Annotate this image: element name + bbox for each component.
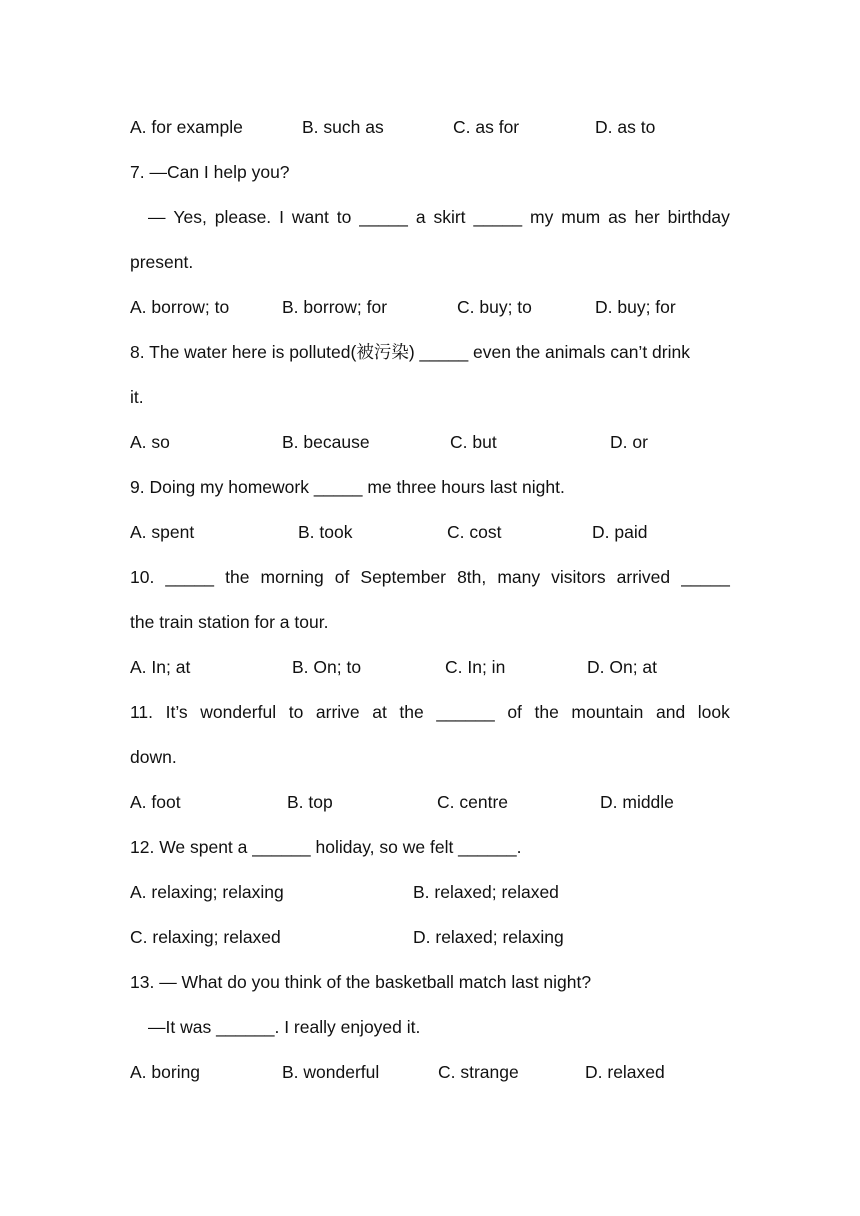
q7-stem: 7. —Can I help you?: [130, 162, 290, 182]
word: the: [225, 567, 250, 587]
q8-option-b: B. because: [282, 432, 370, 452]
word: as: [608, 207, 627, 227]
blank: _____: [359, 207, 408, 227]
q10-option-d: D. On; at: [587, 657, 658, 677]
word: 10.: [130, 567, 155, 587]
q7-option-d: D. buy; for: [595, 297, 676, 317]
word: mountain: [571, 702, 644, 722]
q13-reply: —It was ______. I really enjoyed it.: [148, 1017, 421, 1037]
word: birthday: [667, 207, 730, 227]
q13-option-c: C. strange: [438, 1062, 519, 1082]
q8-option-c: C. but: [450, 432, 497, 452]
word: to: [288, 702, 304, 722]
q11-option-b: B. top: [287, 792, 333, 812]
q12-option-c: C. relaxing; relaxed: [130, 927, 281, 947]
q6-option-c: C. as for: [453, 117, 520, 137]
q11-stem: [130, 700, 730, 724]
word: the: [534, 702, 559, 722]
q7-option-c: C. buy; to: [457, 297, 532, 317]
q11-option-c: C. centre: [437, 792, 508, 812]
q8-stem-chinese-gloss: 被污染: [356, 343, 409, 363]
word: want: [291, 207, 329, 227]
word: arrive: [315, 702, 360, 722]
word: and: [655, 702, 686, 722]
blank: _____: [681, 567, 730, 587]
q6-option-b: B. such as: [302, 117, 384, 137]
q11-option-a: A. foot: [130, 792, 181, 812]
blank: _____: [473, 207, 523, 227]
word: September: [360, 567, 447, 587]
q13-option-d: D. relaxed: [585, 1062, 665, 1082]
q7-reply-continued: present.: [130, 252, 194, 272]
word: of: [507, 702, 522, 722]
q10-stem-continued: the train station for a tour.: [130, 612, 329, 632]
q8-stem-before: 8. The water here is polluted(: [130, 342, 357, 362]
word: visitors: [551, 567, 606, 587]
q7-option-b: B. borrow; for: [282, 297, 388, 317]
word: of: [334, 567, 350, 587]
word: a: [415, 207, 426, 227]
word: —: [148, 207, 166, 227]
q11-option-d: D. middle: [600, 792, 674, 812]
word: her: [634, 207, 660, 227]
q6-option-d: D. as to: [595, 117, 656, 137]
q12-option-d: D. relaxed; relaxing: [413, 927, 564, 947]
word: 8th,: [457, 567, 487, 587]
q8-stem: [130, 340, 690, 365]
word: many: [497, 567, 541, 587]
q10-option-b: B. On; to: [292, 657, 362, 677]
q13-option-b: B. wonderful: [282, 1062, 380, 1082]
blank: ______: [436, 702, 495, 722]
word: please.: [214, 207, 272, 227]
q8-option-a: A. so: [130, 432, 170, 452]
word: look: [697, 702, 730, 722]
word: to: [336, 207, 352, 227]
q6-option-a: A. for example: [130, 117, 243, 137]
word: It’s: [165, 702, 188, 722]
q8-option-d: D. or: [610, 432, 648, 452]
word: Yes,: [173, 207, 207, 227]
q11-stem-continued: down.: [130, 747, 177, 767]
blank: _____: [165, 567, 215, 587]
word: the: [399, 702, 424, 722]
word: skirt: [433, 207, 466, 227]
q10-stem: [130, 565, 730, 589]
q7-option-a: A. borrow; to: [130, 297, 230, 317]
q10-option-c: C. In; in: [445, 657, 506, 677]
q9-option-a: A. spent: [130, 522, 195, 542]
word: morning: [260, 567, 324, 587]
q9-option-c: C. cost: [447, 522, 502, 542]
word: I: [279, 207, 284, 227]
q13-option-a: A. boring: [130, 1062, 201, 1082]
word: my: [530, 207, 554, 227]
q8-stem-after: ) _____ even the animals can’t drink: [408, 342, 690, 362]
q9-stem: 9. Doing my homework _____ me three hours last night.: [130, 477, 565, 497]
q7-reply: [148, 205, 730, 229]
word: at: [372, 702, 387, 722]
word: 11.: [130, 702, 154, 722]
word: wonderful: [200, 702, 277, 722]
q12-stem: 12. We spent a ______ holiday, so we felt ______.: [130, 837, 522, 857]
q8-stem-continued: it.: [130, 387, 144, 407]
word: arrived: [616, 567, 671, 587]
q12-option-b: B. relaxed; relaxed: [413, 882, 559, 902]
word: mum: [561, 207, 601, 227]
q12-option-a: A. relaxing; relaxing: [130, 882, 284, 902]
q9-option-d: D. paid: [592, 522, 648, 542]
q13-stem: 13. — What do you think of the basketball match last night?: [130, 972, 592, 992]
q9-option-b: B. took: [298, 522, 353, 542]
q10-option-a: A. In; at: [130, 657, 191, 677]
